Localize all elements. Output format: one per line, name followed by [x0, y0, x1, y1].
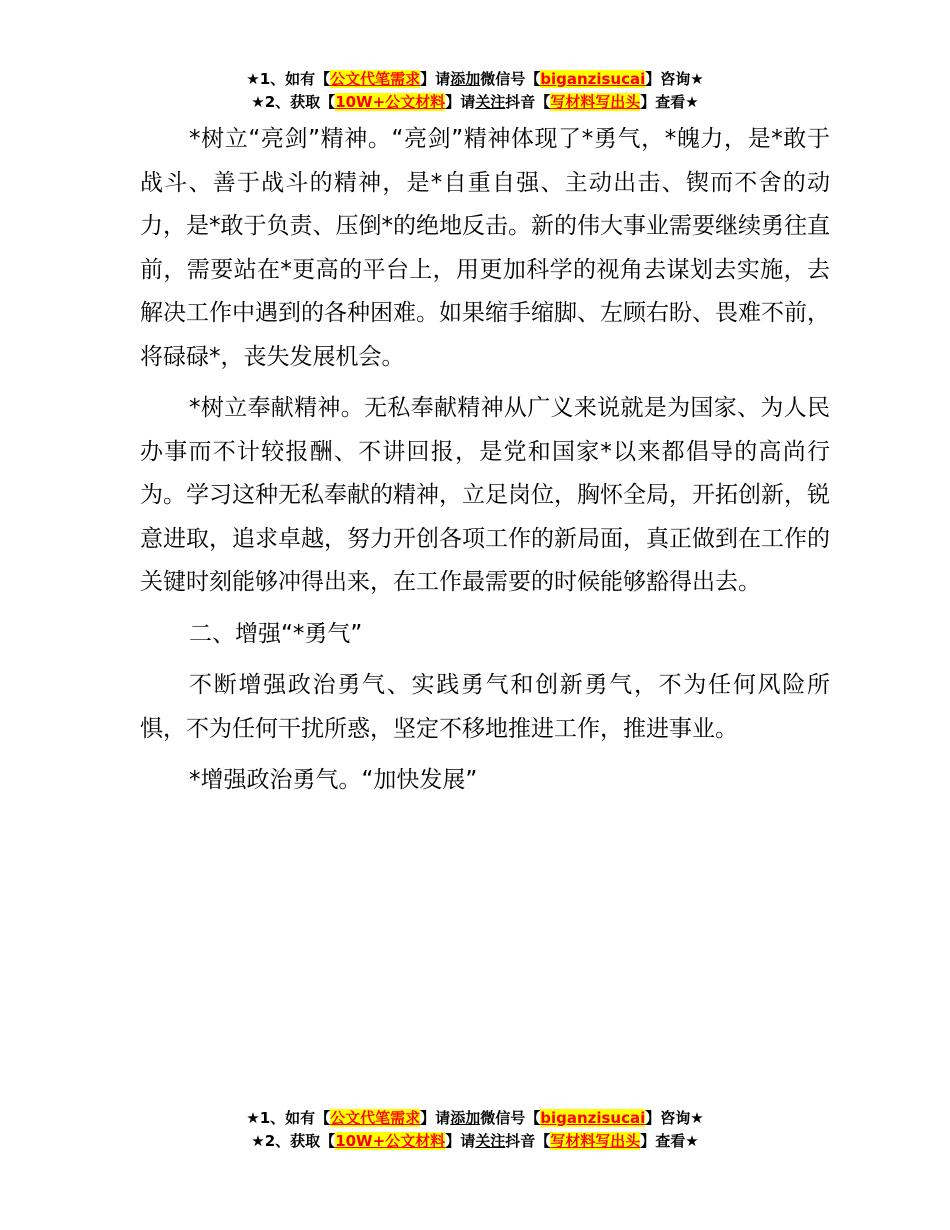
footer-banner: [0, 1107, 950, 1153]
banner-text: 】查看★: [640, 93, 699, 111]
banner-text: 】请: [420, 1109, 451, 1127]
paragraph-courage-intro: 不断增强政治勇气、实践勇气和创新勇气，不为任何风险所惧，不为任何干扰所惑，坚定不移地推进工作，推进事业。: [140, 672, 830, 742]
banner-text: 】请: [445, 1132, 476, 1150]
banner-line-1: [0, 68, 950, 91]
paragraph-dedication-spirit: *树立奉献精神。无私奉献精神从广义来说就是为国家、为人民办事而不计较报酬、不讲回报，是党和国家*以来都倡导的高尚行为。学习这种无私奉献的精神，立足岗位，胸怀全局，开拓创新，锐意进取，追求卓越，努力开创各项工作的新局面，真正做到在工作的关键时刻能够冲得出来，在工作最需要的时候能够豁得出去。: [140, 395, 830, 595]
banner-underlined-text: 关注: [475, 1132, 506, 1150]
banner-underlined-text: 添加: [450, 1109, 481, 1127]
header-banner: [0, 68, 950, 114]
banner-text: 】请: [445, 93, 476, 111]
banner-line-2: [0, 91, 950, 114]
banner-text: 】咨询★: [645, 1109, 704, 1127]
banner-text: 】咨询★: [645, 70, 704, 88]
highlight-wechat-id: biganzisucai: [540, 1109, 646, 1127]
banner-text: ★1、如有【: [246, 1109, 331, 1127]
banner-text: ★2、获取【: [251, 93, 336, 111]
highlight-materials-label: 10W+公文材料: [335, 1132, 446, 1150]
document-body: [140, 118, 830, 811]
paragraph-liangjian-spirit: *树立“亮剑”精神。“亮剑”精神体现了*勇气，*魄力，是*敢于战斗、善于战斗的精神，是*自重自强、主动出击、锲而不舍的动力，是*敢于负责、压倒*的绝地反击。新的伟大事业需要继续勇往直前，需要站在*更高的平台上，用更加科学的视角去谋划去实施，去解决工作中遇到的各种困难。如果缩手缩脚、左顾右盼、畏难不前，将碌碌*，丧失发展机会。: [140, 126, 830, 370]
banner-text: 抖音【: [505, 93, 551, 111]
banner-text: 抖音【: [505, 1132, 551, 1150]
banner-line-1: [0, 1107, 950, 1130]
highlight-douyin-account: 写材料写出头: [550, 93, 641, 111]
banner-underlined-text: 关注: [475, 93, 506, 111]
highlight-service-label: 公文代笔需求: [330, 1109, 421, 1127]
banner-line-2: [0, 1130, 950, 1153]
highlight-materials-label: 10W+公文材料: [335, 93, 446, 111]
banner-text: 微信号【: [480, 70, 541, 88]
section-heading-courage: 二、增强“*勇气”: [189, 620, 363, 647]
banner-text: ★1、如有【: [246, 70, 331, 88]
banner-text: 微信号【: [480, 1109, 541, 1127]
banner-text: 】请: [420, 70, 451, 88]
banner-text: ★2、获取【: [251, 1132, 336, 1150]
highlight-douyin-account: 写材料写出头: [550, 1132, 641, 1150]
highlight-service-label: 公文代笔需求: [330, 70, 421, 88]
banner-underlined-text: 添加: [450, 70, 481, 88]
paragraph-political-courage: *增强政治勇气。“加快发展”: [189, 767, 478, 793]
banner-text: 】查看★: [640, 1132, 699, 1150]
highlight-wechat-id: biganzisucai: [540, 70, 646, 88]
